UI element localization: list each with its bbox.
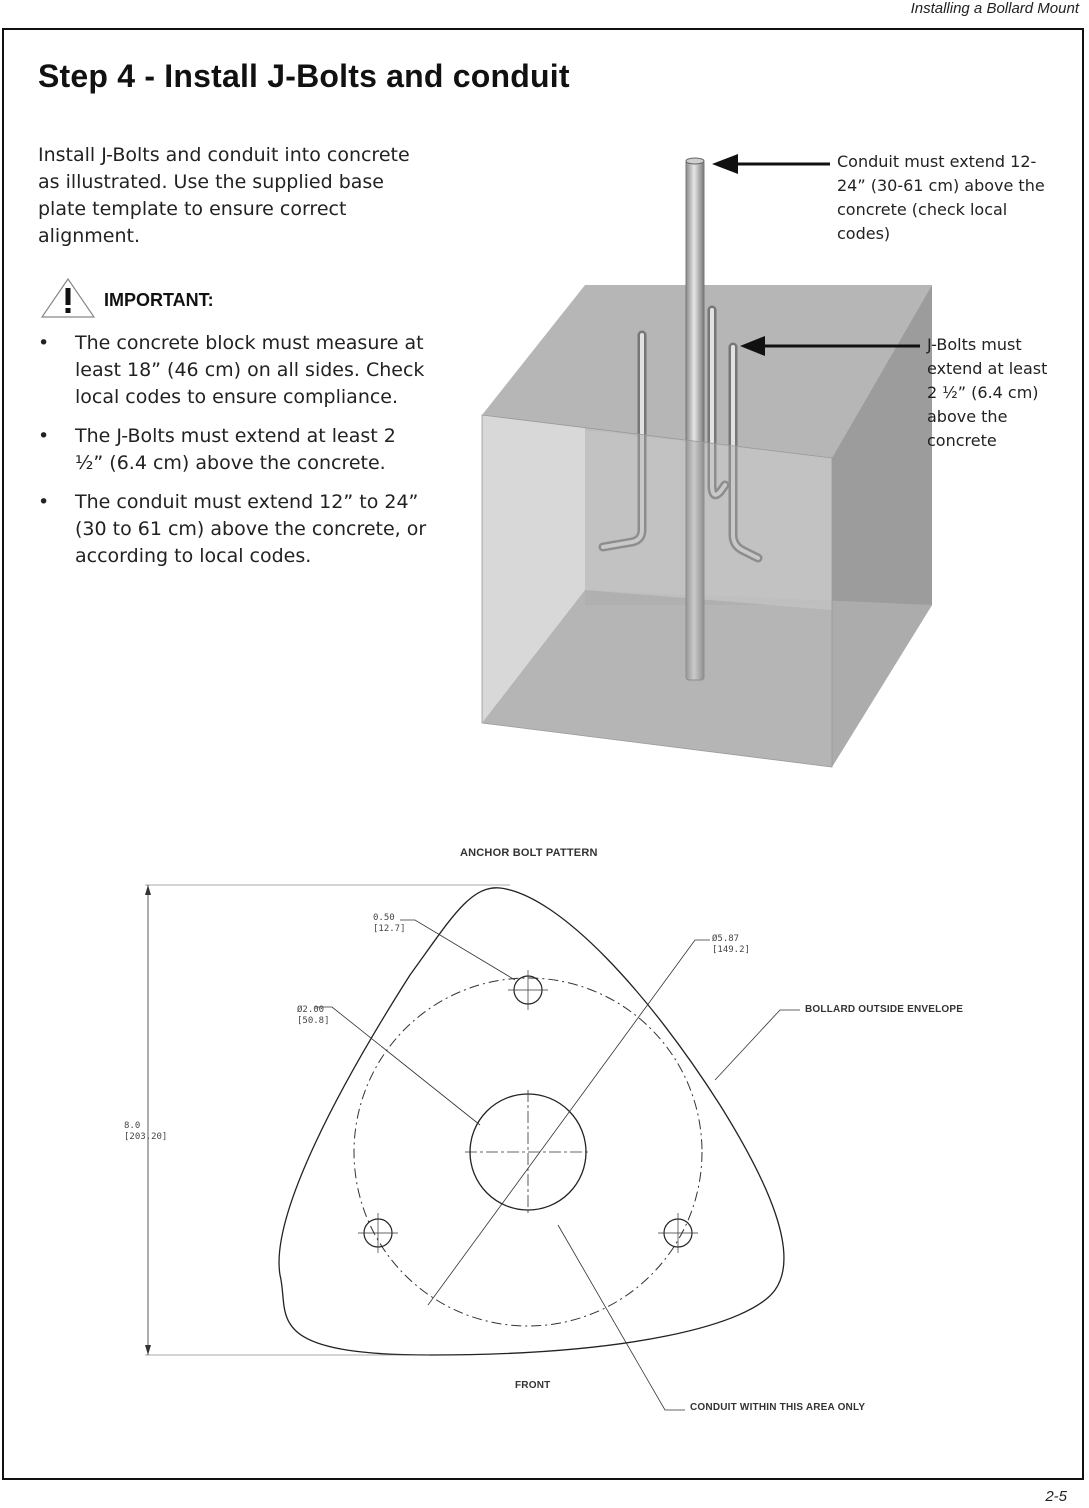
conduit-callout: Conduit must extend 12-24” (30-61 cm) above the concrete (check local codes) <box>837 152 1045 243</box>
bolt-hole-dim-in: 0.50 <box>373 913 395 923</box>
bolt-circle-dimension <box>712 934 750 956</box>
anchor-bolt-drawing <box>110 835 990 1425</box>
bullet-item <box>38 330 428 411</box>
conduit-dim-mm: [50.8] <box>297 1016 330 1026</box>
bolt-circle-dim-mm: [149.2] <box>712 945 750 955</box>
conduit-dim-in: Ø2.00 <box>297 1005 325 1015</box>
anchor-pattern-title: ANCHOR BOLT PATTERN <box>460 847 598 859</box>
overall-dim-mm: [203.20] <box>124 1132 168 1142</box>
leader-lines <box>315 920 800 1410</box>
conduit-area-label: CONDUIT WITHIN THIS AREA ONLY <box>690 1402 866 1413</box>
bolt-hole-left-visible <box>358 1213 398 1253</box>
bullet-item <box>38 489 428 570</box>
front-label: FRONT <box>515 1380 551 1391</box>
important-label: IMPORTANT: <box>104 290 214 310</box>
bullet-text: The J-Bolts must extend at least 2 ½” (6.4 cm) above the concrete. <box>75 425 396 474</box>
jbolt-callout: J-Bolts must extend at least 2 ½” (6.4 cm) above the concrete <box>927 335 1048 450</box>
conduit-dimension <box>297 1005 330 1027</box>
bollard-envelope <box>279 888 784 1355</box>
bolt-circle-dim-in: Ø5.87 <box>712 934 740 944</box>
warning-icon <box>40 276 96 320</box>
bullet-item <box>38 423 428 477</box>
bolt-hole-dimension <box>373 913 406 935</box>
bolt-hole-top <box>508 970 548 1010</box>
concrete-front-face <box>482 415 832 767</box>
bullet-dot: • <box>38 425 50 447</box>
bolt-hole-dim-mm: [12.7] <box>373 924 406 934</box>
intro-paragraph: Install J-Bolts and conduit into concrete as illustrated. Use the supplied base plate template to ensure correct alignment. <box>38 144 410 247</box>
step-title: Step 4 - Install J-Bolts and conduit <box>38 58 570 94</box>
bullet-dot: • <box>38 332 50 354</box>
overall-dimension-line <box>145 885 510 1355</box>
important-notice <box>38 276 298 320</box>
overall-dim-in: 8.0 <box>124 1121 141 1131</box>
bullet-text: The conduit must extend 12” to 24” (30 to 61 cm) above the concrete, or according to local codes. <box>75 491 427 567</box>
bullet-dot: • <box>38 491 50 513</box>
running-header: Installing a Bollard Mount <box>910 0 1079 17</box>
bolt-hole-right <box>658 1213 698 1253</box>
page-number: 2-5 <box>1045 1488 1067 1505</box>
bullet-text: The concrete block must measure at least 18” (46 cm) on all sides. Check local codes to ensure compliance. <box>75 332 425 408</box>
envelope-label: BOLLARD OUTSIDE ENVELOPE <box>805 1004 964 1015</box>
overall-dimension <box>124 1121 167 1143</box>
anchor-bolt-linework <box>110 835 990 1425</box>
important-bullet-list <box>38 330 428 582</box>
